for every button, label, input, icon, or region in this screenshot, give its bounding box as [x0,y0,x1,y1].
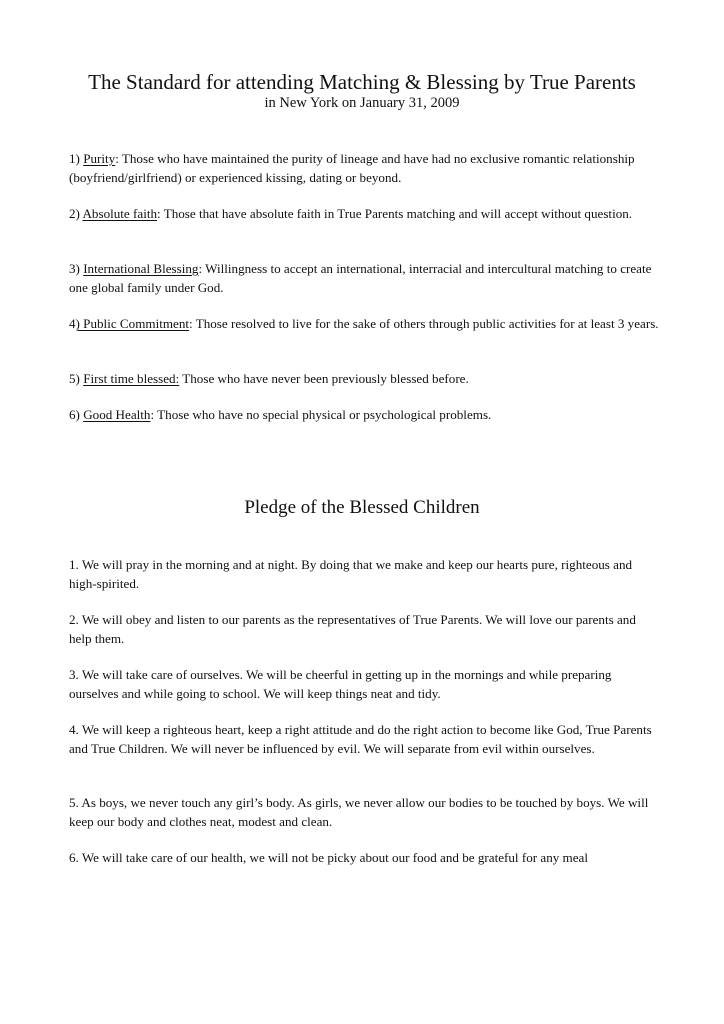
item-term: Absolute faith [82,206,158,221]
pledge-item: 3. We will take care of ourselves. We will be cheerful in getting up in the mornings and while preparing ourselves and while going to school. We will keep things neat and tidy. [69,667,612,701]
document-title: The Standard for attending Matching & Blessing by True Parents [88,70,636,94]
standard-item-public-commitment [69,315,659,334]
pledge-title: Pledge of the Blessed Children [244,497,480,518]
item-term: Purity [83,151,116,166]
item-term: First time blessed: [83,371,180,386]
item-description: : Those that have absolute faith in True Parents matching and will accept without question. [157,206,633,221]
item-number: 3) [69,261,84,276]
item-number: 1) [69,151,84,166]
pledge-item: 5. As boys, we never touch any girl’s body. As girls, we never allow our bodies to be touched by boys. We will keep our body and clothes neat, modest and clean. [69,795,649,829]
item-description: : Those who have maintained the purity of lineage and have had no exclusive romantic relationship (boyfriend/girlfriend) or experienced kissing, dating or beyond. [69,151,635,185]
pledge-item: 2. We will obey and listen to our parents as the representatives of True Parents. We will love our parents and help them. [69,612,636,646]
standard-item-good-health [69,406,659,425]
item-description: : Those resolved to live for the sake of others through public activities for at least 3 years. [189,316,659,331]
standard-item-purity [69,150,659,187]
item-description: Those who have never been previously blessed before. [179,371,469,386]
pledge-item: 6. We will take care of our health, we will not be picky about our food and be grateful for any meal [69,850,589,865]
item-number: 2) [69,206,83,221]
item-description: : Those who have no special physical or psychological problems. [150,407,492,422]
item-term: ) Public Commitment [75,316,190,331]
item-number: 4 [69,316,76,331]
item-number: 6) [69,407,84,422]
standard-item-first-time-blessed [69,370,659,389]
item-number: 5) [69,371,84,386]
item-term: Good Health [83,407,151,422]
standard-item-absolute-faith [69,205,659,224]
item-description: : Willingness to accept an international, interracial and intercultural matching to create one global family under God. [69,261,652,295]
pledge-item: 4. We will keep a righteous heart, keep a right attitude and do the right action to become like God, True Parents and True Children. We will never be influenced by evil. We will separate from evil within ourselves. [69,722,652,756]
document-subtitle: in New York on January 31, 2009 [264,95,460,111]
item-term: International Blessing [83,261,199,276]
standard-item-international-blessing [69,260,659,297]
pledge-item: 1. We will pray in the morning and at night. By doing that we make and keep our hearts pure, righteous and high-spirited. [69,557,633,591]
